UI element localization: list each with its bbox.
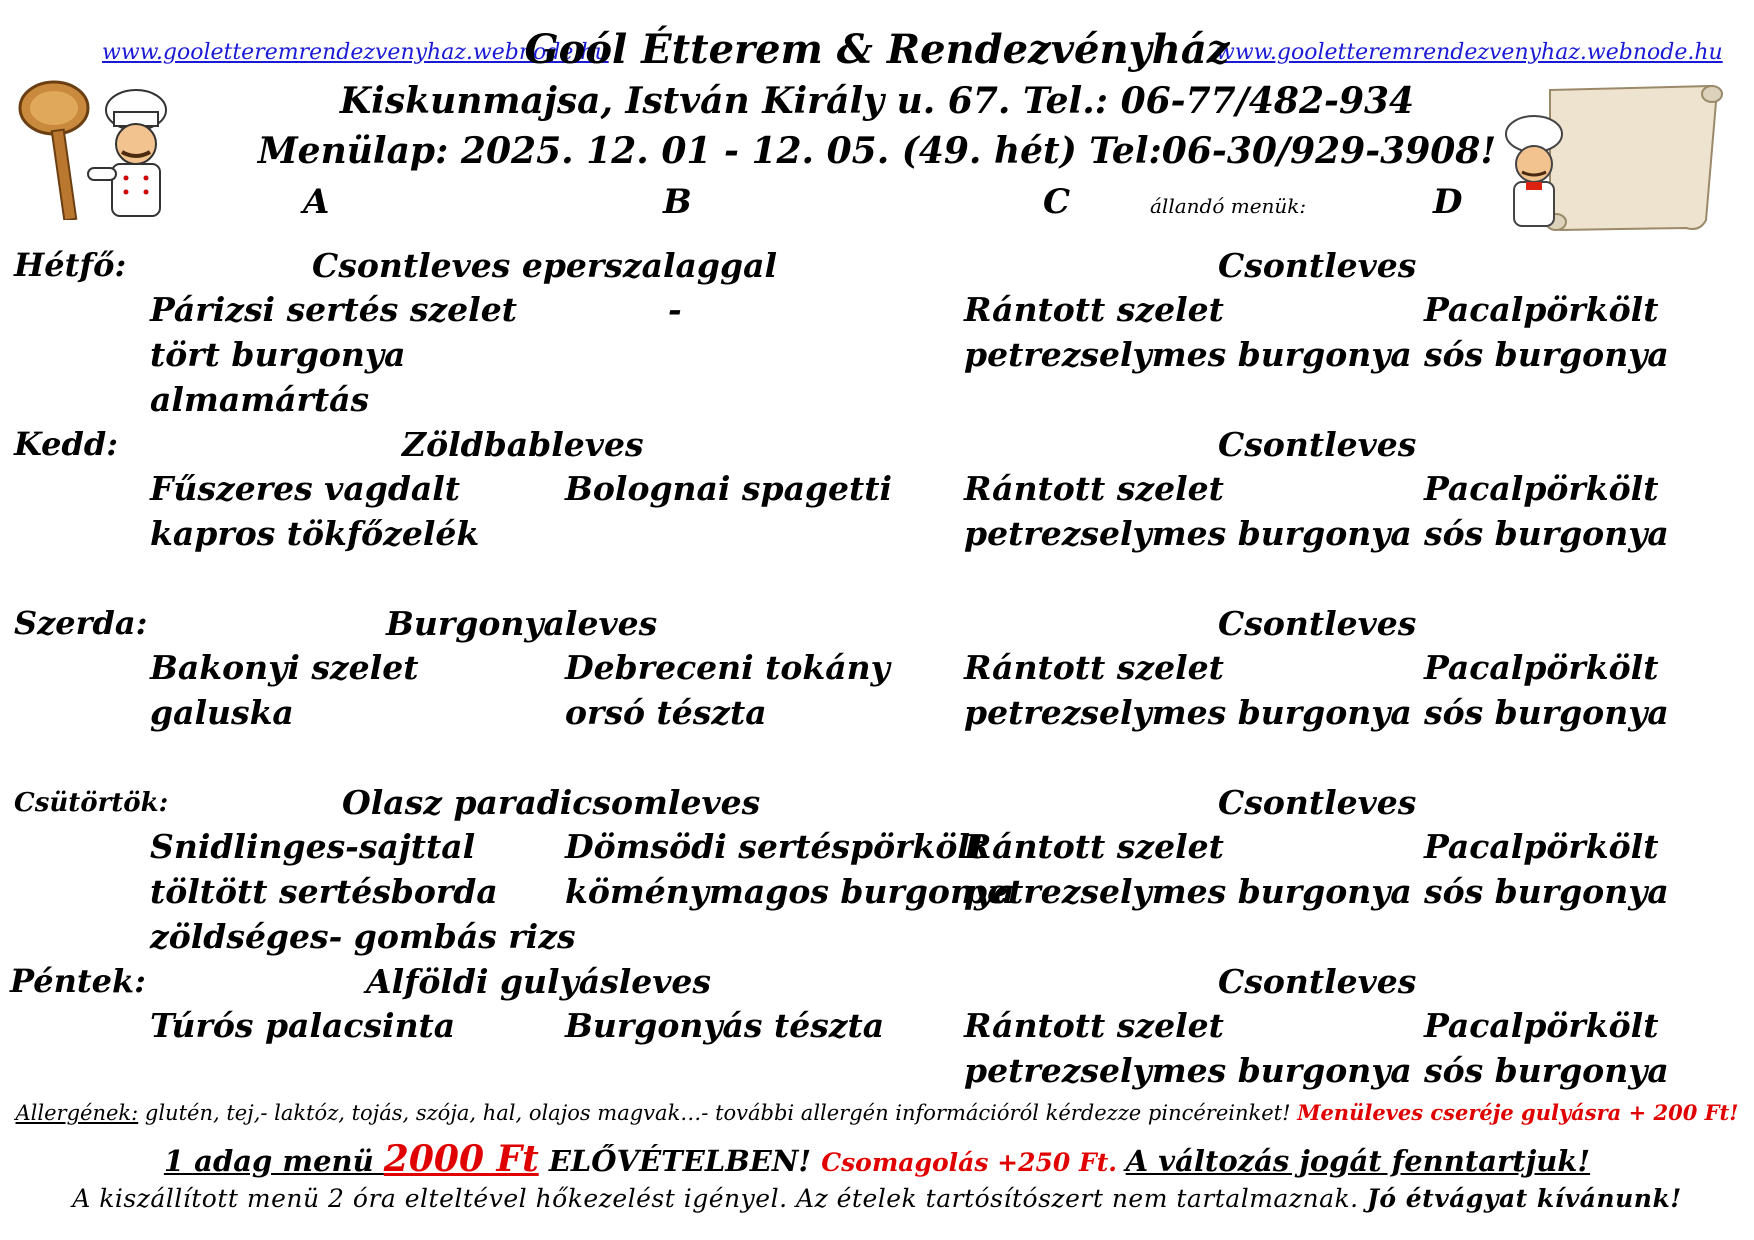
standing-soup-monday: Csontleves <box>1218 246 1417 285</box>
day-label-tuesday: Kedd: <box>14 425 119 463</box>
menu-d-monday-line1: Pacalpörkölt <box>1424 290 1659 329</box>
menu-c-tuesday-line2: petrezselymes burgonya <box>964 514 1412 553</box>
menu-c-tuesday-line1: Rántott szelet <box>964 469 1224 508</box>
soup-tuesday: Zöldbableves <box>402 425 644 464</box>
menu-a-thursday-line3: zöldséges- gombás rizs <box>150 917 576 956</box>
delivery-note-line <box>0 1184 1754 1213</box>
standing-soup-tuesday: Csontleves <box>1218 425 1417 464</box>
menu-c-monday-line2: petrezselymes burgonya <box>964 335 1412 374</box>
menu-d-wednesday-line2: sós burgonya <box>1424 693 1669 732</box>
menu-b-monday-line1: - <box>668 290 682 329</box>
menu-a-wednesday-line2: galuska <box>150 693 294 732</box>
menu-c-thursday-line2: petrezselymes burgonya <box>964 872 1412 911</box>
soup-swap-note: Menüleves cseréje gulyásra + 200 Ft! <box>1297 1100 1739 1125</box>
menu-a-monday-line1: Párizsi sertés szelet <box>150 290 517 329</box>
soup-friday: Alföldi gulyásleves <box>366 962 712 1001</box>
menu-b-wednesday-line1: Debreceni tokány <box>565 648 890 687</box>
menu-d-friday-line1: Pacalpörkölt <box>1424 1006 1659 1045</box>
restaurant-name: Goól Étterem & Rendezvényház <box>524 26 1230 73</box>
day-label-friday: Péntek: <box>10 962 146 1000</box>
menu-a-monday-line2: tört burgonya <box>150 335 406 374</box>
menu-date-line: Menülap: 2025. 12. 01 - 12. 05. (49. hét) Tel:06-30/929-3908! <box>257 130 1497 172</box>
day-label-monday: Hétfő: <box>14 246 127 284</box>
standing-soup-friday: Csontleves <box>1218 962 1417 1001</box>
menu-a-wednesday-line1: Bakonyi szelet <box>150 648 419 687</box>
menu-c-friday-line2: petrezselymes burgonya <box>964 1051 1412 1090</box>
menu-a-tuesday-line2: kapros tökfőzelék <box>150 514 480 553</box>
standing-menus-label: állandó menük: <box>1150 194 1307 218</box>
address-line: Kiskunmajsa, István Király u. 67. Tel.: 06-77/482-934 <box>339 80 1415 122</box>
menu-a-friday-line1: Túrós palacsinta <box>150 1006 456 1045</box>
standing-soup-thursday: Csontleves <box>1218 783 1417 822</box>
menu-d-tuesday-line2: sós burgonya <box>1424 514 1669 553</box>
allergen-notice <box>0 1100 1754 1125</box>
menu-a-thursday-line1: Snidlinges-sajttal <box>150 827 476 866</box>
menu-b-tuesday-line1: Bolognai spagetti <box>565 469 893 508</box>
rights-reserved-note: A változás jogát fenntartjuk! <box>1125 1144 1591 1178</box>
menu-a-thursday-line2: töltött sertésborda <box>150 872 498 911</box>
menu-c-friday-line1: Rántott szelet <box>964 1006 1224 1045</box>
price-line <box>0 1138 1754 1180</box>
column-c-label: C <box>1043 182 1071 222</box>
soup-wednesday: Burgonyaleves <box>386 604 658 643</box>
menu-c-wednesday-line2: petrezselymes burgonya <box>964 693 1412 732</box>
menu-c-monday-line1: Rántott szelet <box>964 290 1224 329</box>
menu-a-tuesday-line1: Fűszeres vagdalt <box>150 469 461 508</box>
enjoy-meal-note: Jó étvágyat kívánunk! <box>1367 1184 1682 1213</box>
allergen-label: Allergének: <box>15 1101 139 1125</box>
menu-b-wednesday-line2: orsó tészta <box>565 693 767 732</box>
column-d-label: D <box>1433 182 1463 222</box>
menu-d-thursday-line2: sós burgonya <box>1424 872 1669 911</box>
menu-d-friday-line2: sós burgonya <box>1424 1051 1669 1090</box>
standing-soup-wednesday: Csontleves <box>1218 604 1417 643</box>
menu-d-monday-line2: sós burgonya <box>1424 335 1669 374</box>
day-label-wednesday: Szerda: <box>14 604 148 642</box>
prepay-text: ELŐVÉTELBEN! <box>538 1144 822 1178</box>
delivery-note: A kiszállított menü 2 óra elteltével hőkezelést igényel. Az ételek tartósítószert nem tartalmaznak. <box>72 1184 1368 1213</box>
menu-b-thursday-line2: köménymagos burgonya <box>565 872 1015 911</box>
day-label-thursday: Csütörtök: <box>14 788 169 818</box>
menu-c-thursday-line1: Rántott szelet <box>964 827 1224 866</box>
chef-spoon-illustration <box>8 80 218 220</box>
website-link-left[interactable]: www.gooletteremrendezvenyhaz.webnode.hu <box>102 40 609 65</box>
chef-scroll-illustration <box>1490 80 1726 235</box>
menu-c-wednesday-line1: Rántott szelet <box>964 648 1224 687</box>
menu-d-tuesday-line1: Pacalpörkölt <box>1424 469 1659 508</box>
portion-text: 1 adag menü <box>163 1144 384 1178</box>
allergen-text: glutén, tej,- laktóz, tojás, szója, hal, olajos magvak…- további allergén információról kérdezze pincéreinket! <box>138 1101 1298 1125</box>
website-link-right[interactable]: www.gooletteremrendezvenyhaz.webnode.hu <box>1216 40 1723 65</box>
soup-thursday: Olasz paradicsomleves <box>342 783 761 822</box>
menu-a-monday-line3: almamártás <box>150 380 370 419</box>
menu-price: 2000 Ft <box>383 1138 539 1180</box>
column-a-label: A <box>303 182 330 222</box>
column-b-label: B <box>663 182 692 222</box>
menu-b-thursday-line1: Dömsödi sertéspörkölt <box>565 827 986 866</box>
menu-d-thursday-line1: Pacalpörkölt <box>1424 827 1659 866</box>
packaging-note: Csomagolás +250 Ft. <box>821 1148 1126 1177</box>
soup-monday: Csontleves eperszalaggal <box>312 246 777 285</box>
menu-b-friday-line1: Burgonyás tészta <box>565 1006 885 1045</box>
menu-d-wednesday-line1: Pacalpörkölt <box>1424 648 1659 687</box>
